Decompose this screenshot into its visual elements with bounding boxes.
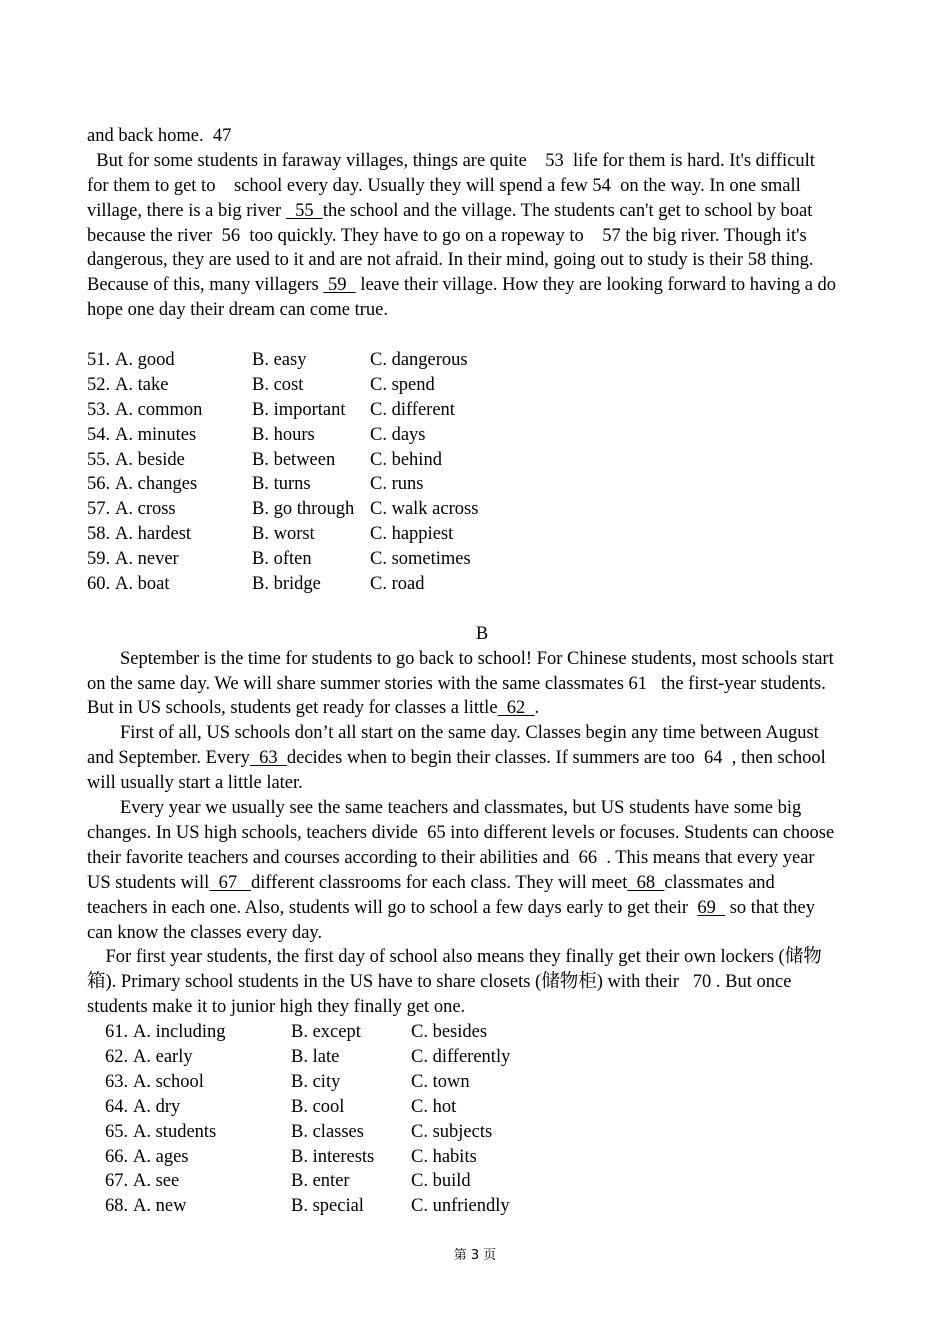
option-a: A. new <box>133 1196 187 1217</box>
question-number: 65. <box>105 1121 129 1142</box>
option-c: C. different <box>370 399 455 420</box>
passage-line <box>87 199 877 224</box>
text-run: Because of this, many villagers <box>87 275 324 296</box>
question-options-row <box>87 522 877 547</box>
text-run: their favorite teachers and courses according to their abilities and 66 . This means that every year <box>87 847 815 868</box>
question-options-row <box>87 572 877 597</box>
text-run: US students will <box>87 872 210 893</box>
option-b: B. turns <box>252 474 311 495</box>
option-c: C. build <box>411 1171 471 1192</box>
option-c: C. happiest <box>370 524 454 545</box>
option-b: B. cost <box>252 374 304 395</box>
passage-line <box>87 970 877 995</box>
passage-b <box>87 647 877 1020</box>
question-number: 64. <box>105 1096 129 1117</box>
text-run: and back home. 47 <box>87 126 232 146</box>
question-number: 61. <box>105 1022 129 1043</box>
text-run: teachers in each one. Also, students will go to school a few days early to get their <box>87 897 698 918</box>
option-a: A. hardest <box>115 524 192 545</box>
question-number: 68. <box>105 1196 129 1217</box>
text-run: will usually start a little later. <box>87 773 303 794</box>
passage-line <box>87 672 877 697</box>
option-c: C. road <box>370 574 425 595</box>
option-a: A. ages <box>133 1146 189 1167</box>
question-options-row <box>87 497 877 522</box>
option-b: B. except <box>291 1022 361 1043</box>
option-a: A. beside <box>115 449 185 470</box>
option-a: A. changes <box>115 474 198 495</box>
question-options-row <box>87 398 877 423</box>
question-options-row <box>105 1070 877 1095</box>
option-a: A. including <box>133 1022 226 1043</box>
text-run: can know the classes every day. <box>87 922 323 943</box>
question-number: 52. <box>87 374 111 395</box>
text-run: the school and the village. The students can't get to school by boat <box>322 200 813 221</box>
text-run: hope one day their dream can come true. <box>87 300 389 321</box>
text-run: village, there is a big river <box>87 200 286 221</box>
blank-marker: 68 <box>627 872 665 893</box>
question-options-row <box>87 423 877 448</box>
option-a: A. minutes <box>115 424 197 445</box>
option-c: C. days <box>370 424 426 445</box>
blank-marker: 69 <box>697 897 726 918</box>
option-b: B. worst <box>252 524 315 545</box>
option-b: B. interests <box>291 1146 375 1167</box>
question-options-row <box>87 472 877 497</box>
question-options-row <box>105 1120 877 1145</box>
option-c: C. town <box>411 1071 470 1092</box>
option-a: A. take <box>115 374 169 395</box>
passage-line <box>87 174 877 199</box>
text-run: different classrooms for each class. They will meet <box>250 872 628 893</box>
passage-line <box>87 248 877 273</box>
passage-line <box>87 796 877 821</box>
text-run: and September. Every <box>87 748 250 769</box>
option-b: B. classes <box>291 1121 364 1142</box>
option-b: B. often <box>252 549 312 570</box>
question-number: 63. <box>105 1071 129 1092</box>
text-run: Every year we usually see the same teachers and classmates, but US students have some big <box>120 798 802 819</box>
option-b: B. special <box>291 1196 364 1217</box>
blank-marker: 67 <box>209 872 251 893</box>
passage-line <box>87 647 877 672</box>
question-number: 62. <box>105 1046 129 1067</box>
question-options-row <box>105 1145 877 1170</box>
question-number: 60. <box>87 574 111 595</box>
option-c: C. unfriendly <box>411 1196 510 1217</box>
passage-line <box>87 995 877 1020</box>
question-number: 58. <box>87 524 111 545</box>
blank-marker: 63 <box>249 748 287 769</box>
passage-line <box>87 224 877 249</box>
passage-line <box>87 896 877 921</box>
option-b: B. bridge <box>252 574 321 595</box>
question-options-row <box>105 1045 877 1070</box>
option-a: A. early <box>133 1046 193 1067</box>
question-number: 55. <box>87 449 111 470</box>
question-number: 54. <box>87 424 111 445</box>
option-a: A. never <box>115 549 179 570</box>
text-run: students make it to junior high they finally get one. <box>87 997 466 1018</box>
question-options-row <box>87 373 877 398</box>
question-number: 66. <box>105 1146 129 1167</box>
text-run: classmates and <box>664 872 775 893</box>
question-number: 51. <box>87 350 111 371</box>
text-run: leave their village. How they are looking forward to having a do <box>355 275 837 296</box>
option-b: B. between <box>252 449 336 470</box>
passage-line <box>87 273 877 298</box>
option-c: C. behind <box>370 449 442 470</box>
text-run: September is the time for students to go back to school! For Chinese students, most schools start <box>120 648 834 669</box>
option-b: B. late <box>291 1046 340 1067</box>
option-b: B. important <box>252 399 346 420</box>
text-run: for them to get to school every day. Usually they will spend a few 54 on the way. In one small <box>87 175 801 196</box>
passage-line <box>87 746 877 771</box>
option-b: B. easy <box>252 350 307 371</box>
passage-line <box>87 124 877 149</box>
passage-line <box>87 945 877 970</box>
text-run: changes. In US high schools, teachers divide 65 into different levels or focuses. Students can choose <box>87 822 835 843</box>
question-options-row <box>105 1194 877 1219</box>
text-run: First of all, US schools don’t all start on the same day. Classes begin any time between August <box>120 723 819 744</box>
option-b: B. enter <box>291 1171 350 1192</box>
options-list-a <box>87 348 877 597</box>
text-run: dangerous, they are used to it and are not afraid. In their mind, going out to study is their 58 thing. <box>87 250 814 271</box>
question-options-row <box>87 348 877 373</box>
passage-line <box>87 298 877 323</box>
option-c: C. subjects <box>411 1121 493 1142</box>
question-options-row <box>105 1095 877 1120</box>
option-b: B. go through <box>252 499 355 520</box>
option-b: B. city <box>291 1071 341 1092</box>
option-c: C. besides <box>411 1022 488 1043</box>
text-run: decides when to begin their classes. If summers are too 64 , then school <box>286 748 826 769</box>
question-options-row <box>105 1020 877 1045</box>
text-run: so that they <box>725 897 816 918</box>
question-options-row <box>105 1169 877 1194</box>
passage-line <box>87 696 877 721</box>
option-a: A. boat <box>115 574 170 595</box>
option-c: C. differently <box>411 1046 511 1067</box>
passage-line <box>87 721 877 746</box>
document-page <box>87 124 877 1219</box>
option-c: C. dangerous <box>370 350 468 371</box>
option-c: C. spend <box>370 374 435 395</box>
option-c: C. hot <box>411 1096 457 1117</box>
option-c: C. habits <box>411 1146 477 1167</box>
question-number: 53. <box>87 399 111 420</box>
passage-line <box>87 846 877 871</box>
passage-line <box>87 821 877 846</box>
option-a: A. common <box>115 399 203 420</box>
text-run: But in US schools, students get ready for classes a little <box>87 698 498 719</box>
blank-marker: 55 <box>285 200 323 221</box>
passage-line <box>87 921 877 946</box>
option-a: A. see <box>133 1171 180 1192</box>
question-number: 59. <box>87 549 111 570</box>
option-b: B. hours <box>252 424 315 445</box>
passage-line <box>87 871 877 896</box>
option-a: A. school <box>133 1071 204 1092</box>
text-run: For first year students, the first day of school also means they finally get their own lockers (储物 <box>87 947 822 968</box>
option-a: A. good <box>115 350 175 371</box>
text-run: But for some students in faraway villages, things are quite 53 life for them is hard. It's difficult <box>87 150 815 171</box>
text-run: on the same day. We will share summer stories with the same classmates 61 the first-year students. <box>87 673 826 694</box>
question-options-row <box>87 448 877 473</box>
option-b: B. cool <box>291 1096 345 1117</box>
text-run: because the river 56 too quickly. They have to go on a ropeway to 57 the big river. Though it's <box>87 225 807 246</box>
text-run: . <box>534 698 540 719</box>
blank-marker: 59 <box>323 275 356 296</box>
option-c: C. runs <box>370 474 424 495</box>
question-number: 67. <box>105 1171 129 1192</box>
passage-line <box>87 149 877 174</box>
question-number: 57. <box>87 499 111 520</box>
section-b-heading: B <box>475 623 489 644</box>
options-list-b <box>87 1020 877 1219</box>
page-footer: 第 3 页 <box>453 1248 497 1263</box>
option-a: A. dry <box>133 1096 181 1117</box>
blank-marker: 62 <box>497 698 535 719</box>
option-a: A. cross <box>115 499 176 520</box>
question-options-row <box>87 547 877 572</box>
text-run: 箱). Primary school students in the US have to share closets (储物柜) with their 70 . But once <box>87 972 792 993</box>
question-number: 56. <box>87 474 111 495</box>
option-a: A. students <box>133 1121 217 1142</box>
passage-a <box>87 124 877 323</box>
option-c: C. sometimes <box>370 549 471 570</box>
option-c: C. walk across <box>370 499 479 520</box>
passage-line <box>87 771 877 796</box>
